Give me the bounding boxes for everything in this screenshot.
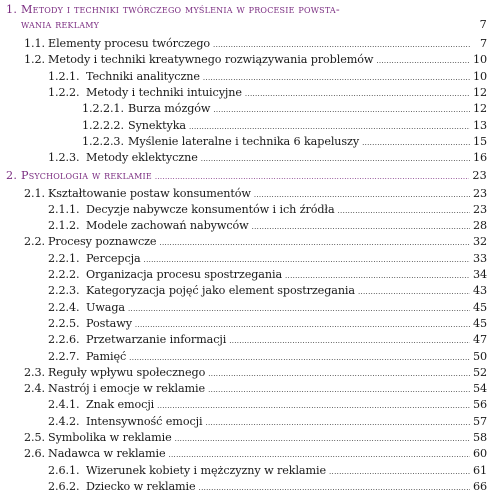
dot-leader bbox=[135, 317, 470, 333]
entry-title: Elementy procesu twórczego bbox=[48, 37, 211, 50]
toc-entry[interactable] bbox=[48, 251, 487, 267]
page-number: 12 bbox=[472, 102, 487, 116]
entry-title: Myślenie lateralne i technika 6 kapeluszy bbox=[128, 134, 360, 148]
page-number: 66 bbox=[472, 479, 487, 493]
entry-number: 2.1.2. bbox=[48, 219, 80, 233]
toc-chapter-2[interactable] bbox=[6, 168, 487, 184]
entry-title: Wizerunek kobiety i mężczyzny w reklamie bbox=[86, 463, 327, 477]
toc-entry[interactable] bbox=[24, 52, 487, 68]
dot-leader bbox=[358, 284, 470, 300]
dot-leader bbox=[338, 203, 470, 219]
entry-title: Modele zachowań nabywców bbox=[86, 219, 249, 233]
page-number: 33 bbox=[472, 251, 487, 265]
toc-entry[interactable] bbox=[82, 118, 487, 134]
toc-entry[interactable] bbox=[48, 332, 487, 348]
entry-title: Uwaga bbox=[86, 300, 126, 314]
entry-title: Percepcja bbox=[86, 251, 141, 265]
toc-entry[interactable] bbox=[48, 479, 487, 495]
entry-number: 2.2. bbox=[24, 235, 45, 249]
toc-entry[interactable] bbox=[48, 202, 487, 218]
entry-number: 2.6.1. bbox=[48, 463, 80, 477]
toc-entry[interactable] bbox=[24, 186, 487, 202]
chapter-title-continued: wania reklamy bbox=[21, 18, 100, 31]
dot-leader bbox=[213, 102, 470, 118]
entry-number: 2.6.2. bbox=[48, 479, 80, 493]
entry-title: Metody i techniki kreatywnego rozwiązywania problemów bbox=[48, 53, 374, 67]
toc-chapter-1[interactable] bbox=[6, 2, 487, 18]
dot-leader bbox=[329, 464, 470, 480]
entry-title: Pamięć bbox=[86, 349, 127, 363]
toc-entry[interactable] bbox=[24, 36, 487, 52]
dot-leader bbox=[229, 333, 470, 349]
entry-number: 1.1. bbox=[24, 37, 45, 50]
toc-chapter-1-continued[interactable] bbox=[21, 17, 487, 33]
toc-entry[interactable] bbox=[48, 267, 487, 283]
page-number: 60 bbox=[472, 447, 487, 461]
page-number: 10 bbox=[472, 69, 487, 83]
entry-number: 1.2.2.2. bbox=[82, 118, 124, 132]
page-number: 13 bbox=[472, 118, 487, 132]
dot-leader bbox=[362, 135, 470, 151]
toc-entry[interactable] bbox=[48, 85, 487, 101]
entry-number: 2.2.4. bbox=[48, 300, 80, 314]
chapter-number: 2. bbox=[6, 169, 18, 182]
dot-leader bbox=[203, 70, 470, 86]
toc-entry[interactable] bbox=[48, 300, 487, 316]
page-number: 47 bbox=[472, 333, 487, 347]
page-number: 43 bbox=[472, 284, 487, 298]
dot-leader bbox=[208, 366, 470, 382]
entry-number: 2.3. bbox=[24, 365, 45, 379]
page-number: 61 bbox=[472, 463, 487, 477]
entry-title: Postawy bbox=[86, 316, 132, 330]
page-number: 7 bbox=[479, 18, 487, 31]
entry-number: 2.1. bbox=[24, 186, 45, 200]
page-number: 23 bbox=[472, 186, 487, 200]
entry-number: 2.4. bbox=[24, 382, 45, 396]
entry-title: Decyzje nabywcze konsumentów i ich źródła bbox=[86, 202, 335, 216]
entry-number: 1.2.2.3. bbox=[82, 134, 124, 148]
page-number: 45 bbox=[472, 316, 487, 330]
dot-leader bbox=[189, 119, 470, 135]
page-number: 58 bbox=[472, 431, 487, 444]
toc-entry[interactable] bbox=[48, 414, 487, 430]
entry-number: 2.2.6. bbox=[48, 333, 80, 347]
page-number: 57 bbox=[472, 414, 487, 428]
chapter-title: Psychologia w reklamie bbox=[21, 169, 152, 182]
dot-leader bbox=[159, 235, 470, 251]
entry-number: 1.2. bbox=[24, 53, 45, 67]
chapter-title: Metody i techniki twórczego myślenia w procesie powsta- bbox=[21, 3, 340, 16]
entry-title: Synektyka bbox=[128, 118, 186, 132]
toc-entry[interactable] bbox=[24, 430, 487, 446]
page-number: 28 bbox=[472, 219, 487, 233]
page-number: 56 bbox=[472, 398, 487, 412]
toc-entry[interactable] bbox=[48, 349, 487, 365]
dot-leader bbox=[155, 169, 469, 185]
page-number: 54 bbox=[472, 382, 487, 396]
toc-entry[interactable] bbox=[82, 134, 487, 150]
toc-entry[interactable] bbox=[48, 397, 487, 413]
entry-number: 2.4.2. bbox=[48, 414, 80, 428]
toc-entry[interactable] bbox=[48, 150, 487, 166]
entry-number: 2.5. bbox=[24, 431, 45, 444]
entry-title: Nadawca w reklamie bbox=[48, 447, 166, 461]
entry-title: Techniki analityczne bbox=[86, 69, 200, 83]
entry-number: 2.2.3. bbox=[48, 284, 80, 298]
toc-entry[interactable] bbox=[24, 365, 487, 381]
page-number: 52 bbox=[472, 365, 487, 379]
entry-number: 1.2.3. bbox=[48, 151, 80, 165]
toc-entry[interactable] bbox=[48, 218, 487, 234]
dot-leader bbox=[201, 151, 470, 167]
dot-leader bbox=[245, 86, 470, 102]
entry-number: 2.2.1. bbox=[48, 251, 80, 265]
entry-number: 2.1.1. bbox=[48, 202, 80, 216]
toc-entry[interactable] bbox=[48, 283, 487, 299]
dot-leader bbox=[213, 37, 470, 53]
entry-title: Znak emocji bbox=[86, 398, 155, 412]
entry-title: Kategoryzacja pojęć jako element spostrzegania bbox=[86, 284, 355, 298]
dot-leader bbox=[376, 53, 470, 69]
dot-leader bbox=[199, 480, 470, 496]
page-number: 32 bbox=[472, 235, 487, 249]
entry-title: Kształtowanie postaw konsumentów bbox=[48, 186, 251, 200]
entry-title: Symbolika w reklamie bbox=[48, 431, 172, 444]
entry-number: 2.2.5. bbox=[48, 316, 80, 330]
page-number: 12 bbox=[472, 85, 487, 99]
page-number: 7 bbox=[479, 37, 487, 50]
toc-entry[interactable] bbox=[82, 101, 487, 117]
dot-leader bbox=[144, 252, 470, 268]
page-number: 50 bbox=[472, 349, 487, 363]
chapter-number: 1. bbox=[6, 3, 18, 16]
entry-title: Dziecko w reklamie bbox=[86, 479, 196, 493]
entry-title: Intensywność emocji bbox=[86, 414, 203, 428]
entry-title: Organizacja procesu spostrzegania bbox=[86, 268, 283, 281]
page-number: 23 bbox=[472, 169, 487, 182]
dot-leader bbox=[157, 398, 470, 414]
page-number: 10 bbox=[472, 53, 487, 67]
entry-number: 2.2.2. bbox=[48, 268, 80, 281]
entry-title: Przetwarzanie informacji bbox=[86, 333, 227, 347]
page-number: 34 bbox=[472, 268, 487, 281]
page-number: 15 bbox=[472, 134, 487, 148]
toc-entry[interactable] bbox=[48, 316, 487, 332]
toc-entry[interactable] bbox=[24, 381, 487, 397]
entry-title: Nastrój i emocje w reklamie bbox=[48, 382, 206, 396]
dot-leader bbox=[128, 301, 470, 317]
page-number: 16 bbox=[472, 151, 487, 165]
entry-number: 2.2.7. bbox=[48, 349, 80, 363]
dot-leader bbox=[208, 382, 470, 398]
toc-entry[interactable] bbox=[24, 446, 487, 462]
entry-number: 2.6. bbox=[24, 447, 45, 461]
entry-title: Procesy poznawcze bbox=[48, 235, 157, 249]
dot-leader bbox=[285, 268, 470, 284]
entry-number: 2.4.1. bbox=[48, 398, 80, 412]
entry-title: Reguły wpływu społecznego bbox=[48, 365, 206, 379]
toc-entry[interactable] bbox=[48, 463, 487, 479]
toc-entry[interactable] bbox=[24, 234, 487, 250]
entry-number: 1.2.1. bbox=[48, 69, 80, 83]
dot-leader bbox=[205, 415, 469, 431]
entry-title: Burza mózgów bbox=[128, 102, 211, 116]
entry-number: 1.2.2.1. bbox=[82, 102, 124, 116]
dot-leader bbox=[175, 431, 470, 447]
page-number: 23 bbox=[472, 202, 487, 216]
dot-leader bbox=[254, 187, 470, 203]
entry-title: Metody eklektyczne bbox=[86, 151, 198, 165]
page-number: 45 bbox=[472, 300, 487, 314]
entry-title: Metody i techniki intuicyjne bbox=[86, 85, 242, 99]
dot-leader bbox=[169, 447, 470, 463]
entry-number: 1.2.2. bbox=[48, 85, 80, 99]
toc-entry[interactable] bbox=[48, 69, 487, 85]
dot-leader bbox=[129, 350, 470, 366]
dot-leader bbox=[252, 219, 470, 235]
